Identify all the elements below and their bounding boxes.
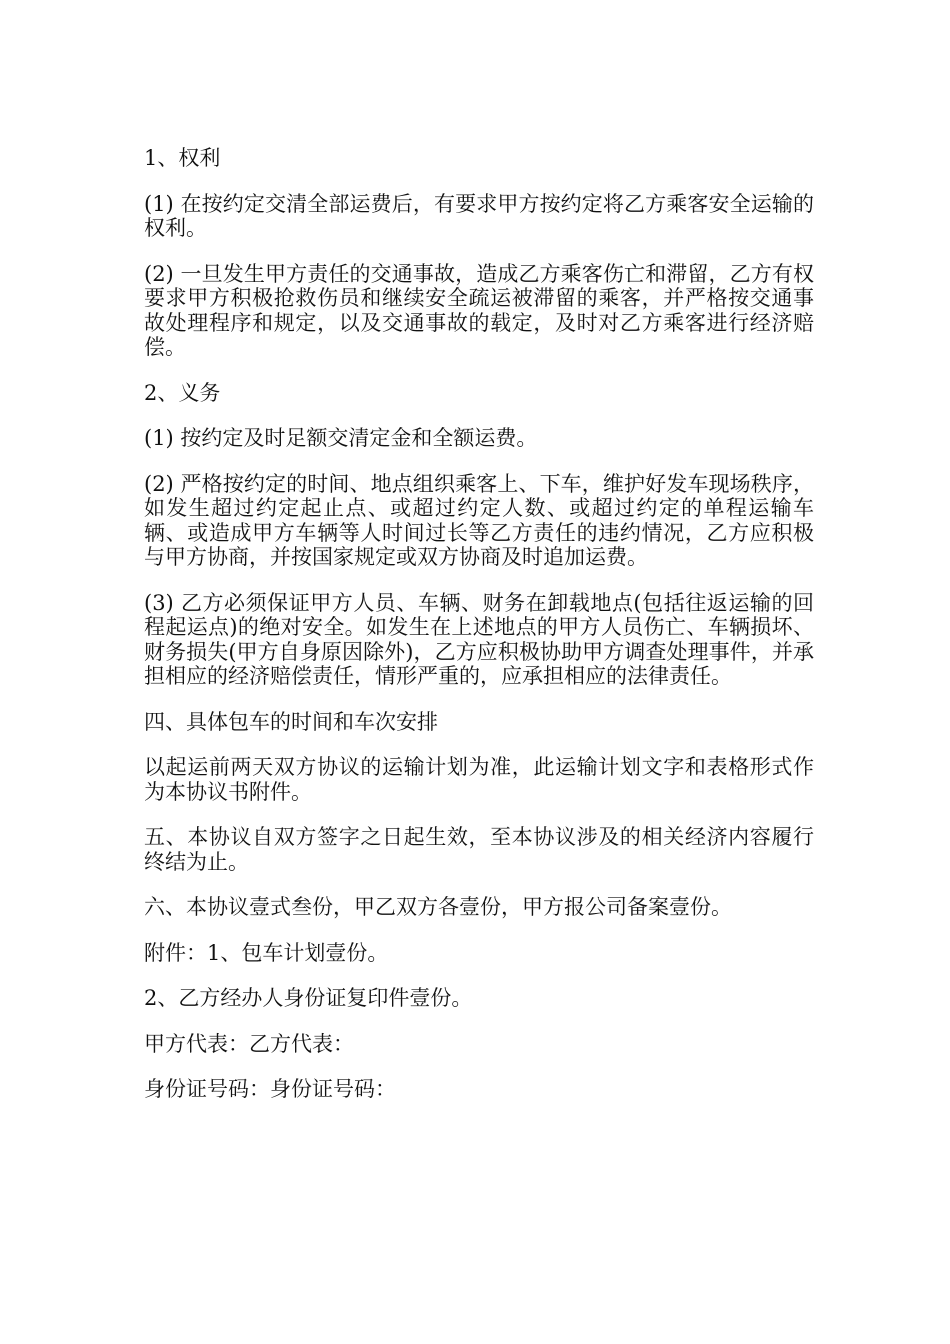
signature-id-numbers: 身份证号码：身份证号码： [144,1077,396,1101]
effective-clause: 五、本协议自双方签字之日起生效，至本协议涉及的相关经济内容履行终结为止。 [144,825,814,874]
signature-representatives: 甲方代表：乙方代表： [144,1031,354,1056]
obligations-clause-1: (1) 按约定及时足额交清定金和全额运费。 [144,426,538,450]
copies-clause: 六、本协议壹式叁份，甲乙双方各壹份，甲方报公司备案壹份。 [144,895,732,919]
section-heading-schedule: 四、具体包车的时间和车次安排 [144,709,438,734]
document-body [144,146,814,1123]
rights-clause-2: (2) 一旦发生甲方责任的交通事故，造成乙方乘客伤亡和滞留，乙方有权要求甲方积极抢救伤员和继续安全疏运被滞留的乘客，并严格按交通事故处理程序和规定，以及交通事故的载定，及时对乙方乘客进行经济赔偿。 [144,261,814,359]
section-heading-rights: 1、权利 [144,146,221,170]
attachment-1: 附件：1、包车计划壹份。 [144,940,389,965]
rights-clause-1: (1) 在按约定交清全部运费后，有要求甲方按约定将乙方乘客安全运输的权利。 [144,191,814,240]
section-heading-obligations: 2、义务 [144,380,221,405]
schedule-clause: 以起运前两天双方协议的运输计划为准，此运输计划文字和表格形式作为本协议书附件。 [144,755,814,804]
obligations-clause-3: (3) 乙方必须保证甲方人员、车辆、财务在卸载地点(包括往返运输的回程起运点)的绝对安全。如发生在上述地点的甲方人员伤亡、车辆损坏、财务损失(甲方自身原因除外)，乙方应积极协助甲方调查处理事件，并承担相应的经济赔偿责任，情形严重的，应承担相应的法律责任。 [144,590,814,688]
attachment-2: 2、乙方经办人身份证复印件壹份。 [144,986,473,1010]
obligations-clause-2: (2) 严格按约定的时间、地点组织乘客上、下车，维护好发车现场秩序，如发生超过约定起止点、或超过约定人数、或超过约定的单程运输车辆、或造成甲方车辆等人时间过长等乙方责任的违约情况，乙方应积极与甲方协商，并按国家规定或双方协商及时追加运费。 [144,471,814,569]
